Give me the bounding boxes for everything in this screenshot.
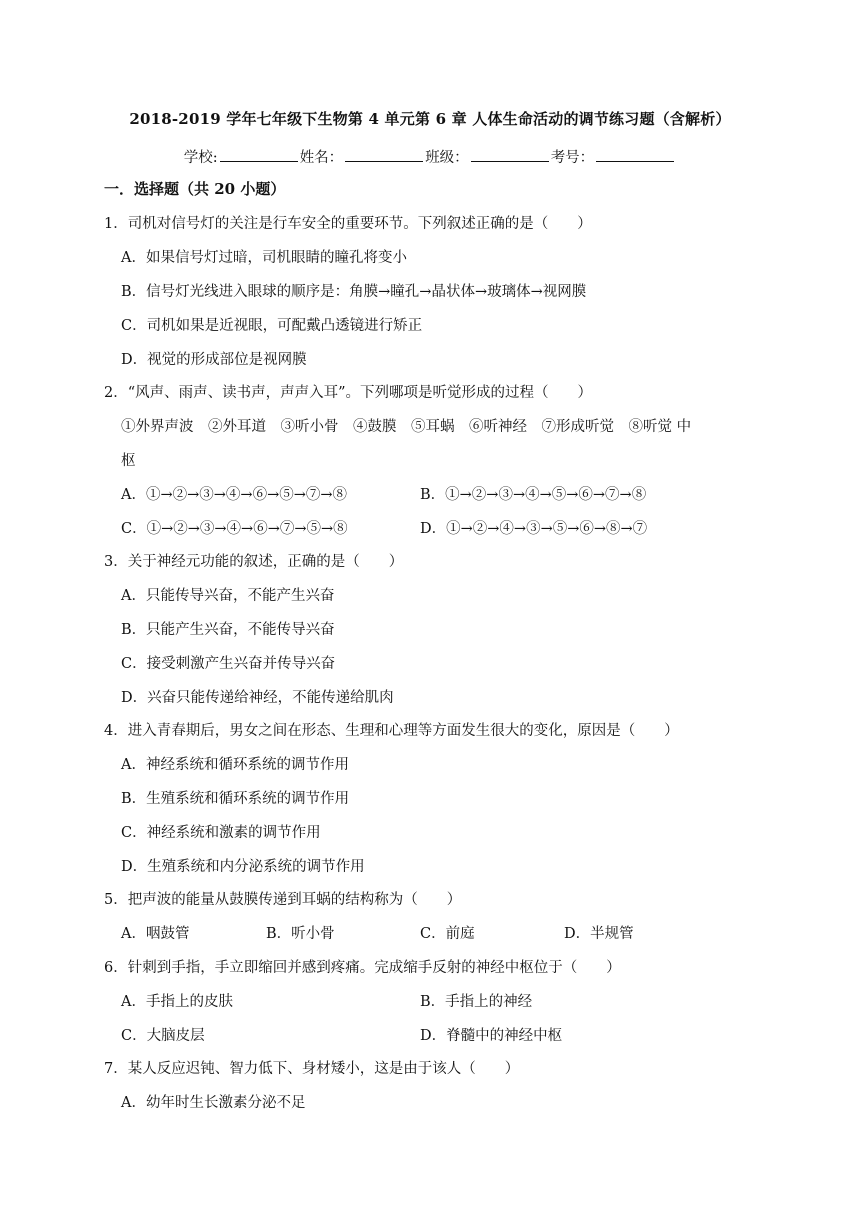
question-3-option-a: A．只能传导兴奋，不能产生兴奋	[121, 588, 335, 604]
question-7-stem: 7．某人反应迟钝、智力低下、身材矮小，这是由于该人（ ）	[104, 1061, 520, 1077]
document-title: 2018-2019 学年七年级下生物第 4 单元第 6 章 人体生命活动的调节练习题（含解析）	[129, 110, 731, 128]
question-6-option-a: A．手指上的皮肤	[121, 994, 233, 1010]
class-blank[interactable]	[471, 147, 549, 162]
question-3-option-c: C．接受刺激产生兴奋并传导兴奋	[121, 656, 336, 672]
question-4-option-d: D．生殖系统和内分泌系统的调节作用	[121, 859, 365, 875]
question-3-stem: 3．关于神经元功能的叙述，正确的是（ ）	[104, 554, 404, 570]
question-4-option-c: C．神经系统和激素的调节作用	[121, 825, 321, 841]
question-2-stem: 2．“风声、雨声、读书声，声声入耳”。下列哪项是听觉形成的过程（ ）	[104, 385, 593, 401]
question-5-option-c: C．前庭	[420, 926, 475, 942]
exam-number-label: 考号：	[550, 150, 595, 166]
question-5-stem: 5．把声波的能量从鼓膜传递到耳蜗的结构称为（ ）	[104, 892, 462, 908]
name-field[interactable]	[300, 146, 426, 167]
section-heading: 一．选择题（共 20 小题）	[104, 180, 286, 198]
question-6-option-d: D．脊髓中的神经中枢	[420, 1028, 563, 1044]
exam-number-field[interactable]	[551, 146, 677, 167]
name-blank[interactable]	[345, 147, 423, 162]
name-label: 姓名：	[299, 150, 344, 166]
question-5-option-b: B．听小骨	[266, 926, 335, 942]
question-2-option-b: B．①→②→③→④→⑤→⑥→⑦→⑧	[420, 487, 647, 503]
question-3-option-b: B．只能产生兴奋，不能传导兴奋	[121, 622, 335, 638]
school-blank[interactable]	[220, 147, 298, 162]
question-4-option-b: B．生殖系统和循环系统的调节作用	[121, 791, 350, 807]
question-2-option-d: D．①→②→④→③→⑤→⑥→⑧→⑦	[420, 521, 648, 537]
question-6-option-b: B．手指上的神经	[420, 994, 533, 1010]
school-label: 学校:	[183, 150, 218, 166]
question-4-option-a: A．神经系统和循环系统的调节作用	[121, 757, 349, 773]
question-1-option-c: C．司机如果是近视眼，可配戴凸透镜进行矫正	[121, 318, 423, 334]
question-4-stem: 4．进入青春期后，男女之间在形态、生理和心理等方面发生很大的变化，原因是（ ）	[104, 723, 679, 739]
question-2-items: ①外界声波 ②外耳道 ③听小骨 ④鼓膜 ⑤耳蜗 ⑥听神经 ⑦形成听觉 ⑧听觉 中	[121, 419, 692, 435]
question-1-option-a: A．如果信号灯过暗，司机眼睛的瞳孔将变小	[121, 250, 407, 266]
school-field[interactable]	[184, 146, 300, 167]
class-label: 班级：	[425, 150, 469, 166]
question-1-stem: 1．司机对信号灯的关注是行车安全的重要环节。下列叙述正确的是（ ）	[104, 216, 592, 232]
question-6-option-c: C．大脑皮层	[121, 1028, 205, 1044]
question-2-option-c: C．①→②→③→④→⑥→⑦→⑤→⑧	[121, 521, 348, 537]
exam-number-blank[interactable]	[596, 147, 674, 162]
question-2-items-wrap: 枢	[121, 453, 136, 469]
student-info-line	[0, 146, 860, 167]
question-1-option-b: B．信号灯光线进入眼球的顺序是：角膜→瞳孔→晶状体→玻璃体→视网膜	[121, 284, 587, 300]
question-1-option-d: D．视觉的形成部位是视网膜	[121, 352, 307, 368]
question-2-option-a: A．①→②→③→④→⑥→⑤→⑦→⑧	[121, 487, 348, 503]
class-field[interactable]	[425, 146, 551, 167]
question-5-option-d: D．半规管	[564, 926, 634, 942]
question-7-option-a: A．幼年时生长激素分泌不足	[121, 1095, 306, 1111]
question-3-option-d: D．兴奋只能传递给神经，不能传递给肌肉	[121, 690, 394, 706]
question-5-option-a: A．咽鼓管	[121, 926, 190, 942]
question-6-stem: 6．针刺到手指，手立即缩回并感到疼痛。完成缩手反射的神经中枢位于（ ）	[104, 960, 621, 976]
